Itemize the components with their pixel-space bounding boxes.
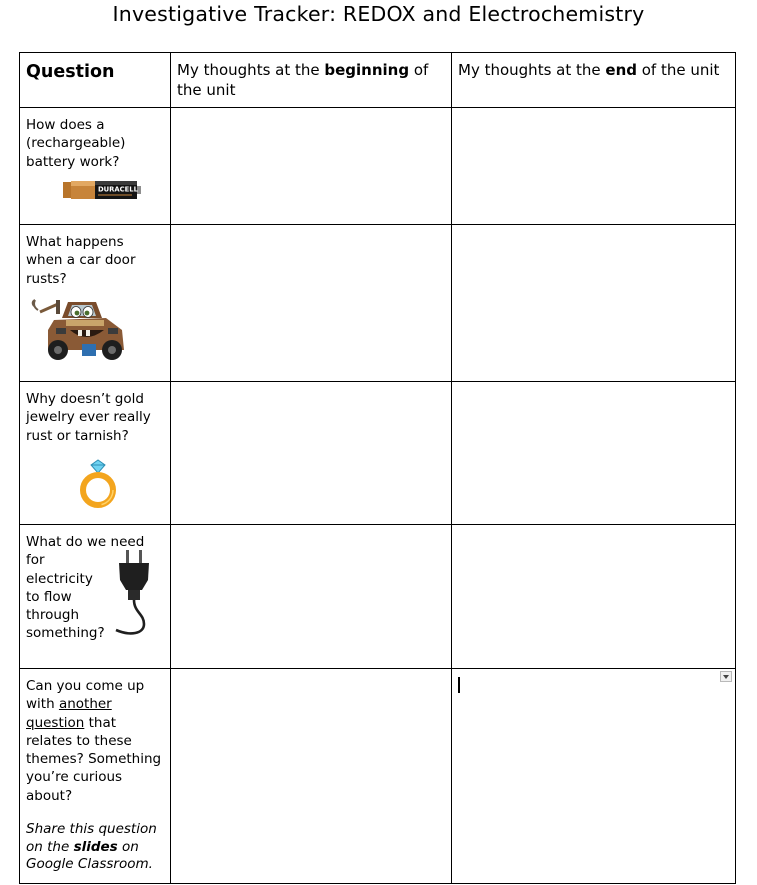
header-question: Question <box>26 62 115 82</box>
classroom-note: Share this question on the slides on Google Classroom. <box>26 821 157 873</box>
table-row <box>20 669 736 884</box>
header-question-cell[interactable] <box>20 53 171 108</box>
beginning-answer-cell[interactable] <box>171 669 452 884</box>
end-answer-cell[interactable] <box>452 225 736 382</box>
battery-image <box>62 177 142 203</box>
end-answer-cell[interactable] <box>452 669 736 884</box>
header-beginning: My thoughts at the beginning of the unit <box>177 61 429 99</box>
header-beginning-cell[interactable] <box>171 53 452 108</box>
question-cell[interactable] <box>20 525 171 669</box>
gold-ring-image <box>78 459 118 511</box>
table-row <box>20 382 736 525</box>
beginning-answer-cell[interactable] <box>171 108 452 225</box>
question-cell[interactable] <box>20 669 171 884</box>
question-text: What happens when a car door rusts? <box>26 234 136 287</box>
table-row <box>20 108 736 225</box>
question-cell[interactable] <box>20 225 171 382</box>
beginning-answer-cell[interactable] <box>171 382 452 525</box>
text-cursor <box>458 677 460 693</box>
table-row <box>20 525 736 669</box>
page-title: Investigative Tracker: REDOX and Electrochemistry <box>112 2 645 26</box>
end-answer-cell[interactable] <box>452 108 736 225</box>
question-cell[interactable] <box>20 108 171 225</box>
header-end-cell[interactable] <box>452 53 736 108</box>
question-text: What do we need for electricity to flow through something? <box>26 534 145 642</box>
header-end: My thoughts at the end of the unit <box>458 61 720 79</box>
end-answer-cell[interactable] <box>452 382 736 525</box>
cell-dropdown-icon[interactable] <box>720 671 732 682</box>
table-row <box>20 225 736 382</box>
question-cell[interactable] <box>20 382 171 525</box>
power-plug-image <box>112 550 162 638</box>
question-text: Can you come up with another question that relates to these themes? Something you’re curious about? <box>26 678 162 804</box>
svg-text:DURACELL: DURACELL <box>98 185 138 194</box>
beginning-answer-cell[interactable] <box>171 225 452 382</box>
end-answer-cell[interactable] <box>452 525 736 669</box>
tow-truck-cartoon-image <box>28 290 132 362</box>
tracker-table <box>19 52 736 884</box>
question-text: Why doesn’t gold jewelry ever really rust or tarnish? <box>26 391 151 444</box>
question-text: How does a (rechargeable) battery work? <box>26 117 126 170</box>
header-row <box>20 53 736 108</box>
beginning-answer-cell[interactable] <box>171 525 452 669</box>
